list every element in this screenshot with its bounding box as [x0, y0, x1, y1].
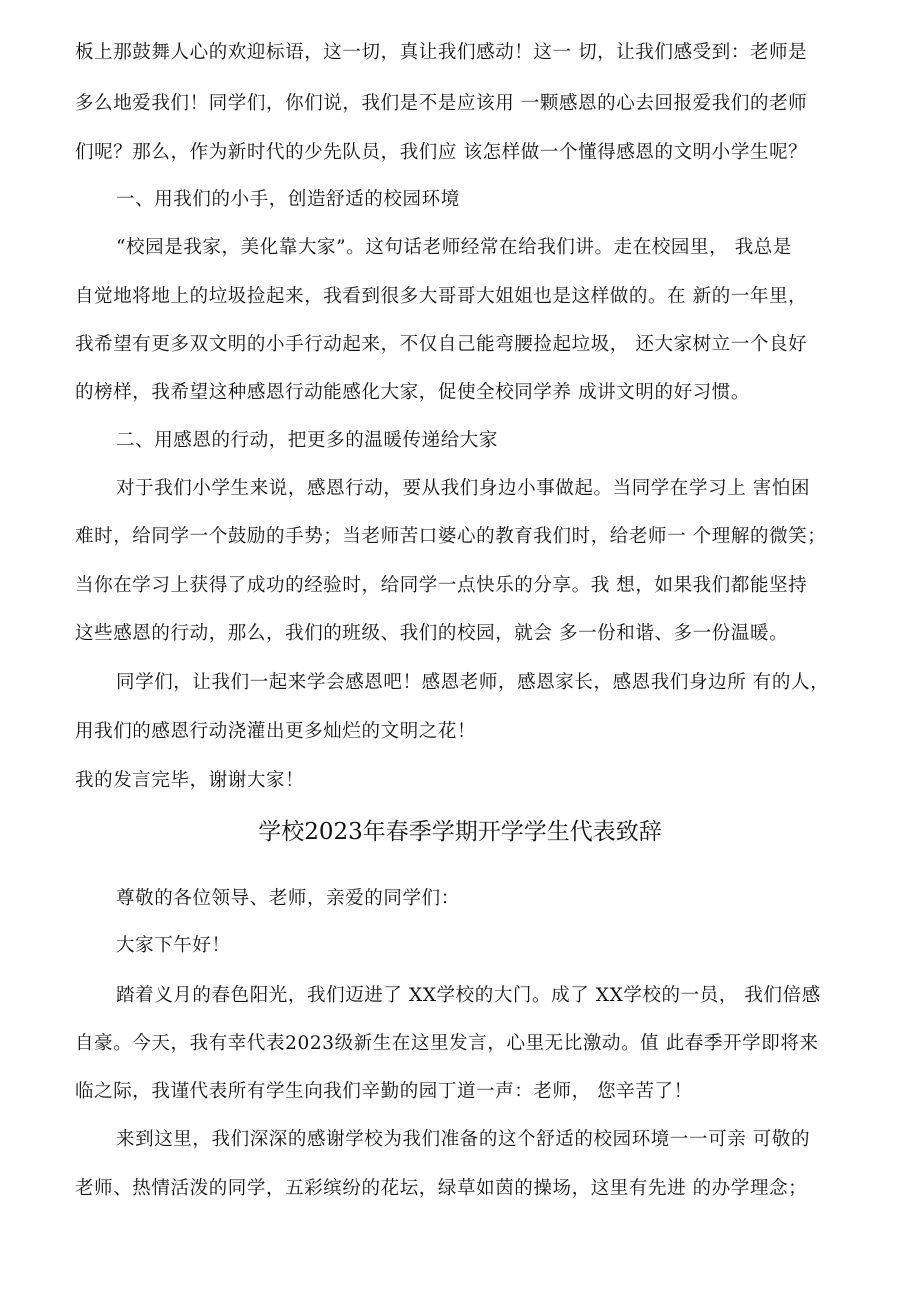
paragraph-line: 用我们的感恩行动浇灌出更多灿烂的文明之花！ — [75, 721, 477, 742]
paragraph-line: 临之际，我谨代表所有学生向我们辛勤的园丁道一声：老师， 您辛苦了！ — [75, 1081, 693, 1102]
paragraph-line: 对于我们小学生来说，感恩行动，要从我们身边小事做起。当同学在学习上 害怕困 — [116, 478, 811, 499]
salutation: 尊敬的各位领导、老师，亲爱的同学们： — [116, 888, 460, 909]
section-heading: 一、用我们的小手，创造舒适的校园环境 — [116, 189, 460, 210]
paragraph-line: 我的发言完毕，谢谢大家！ — [75, 770, 305, 791]
paragraph-line: 板上那鼓舞人心的欢迎标语，这一切，真让我们感动！这一 切，让我们感受到：老师是 — [75, 42, 808, 63]
paragraph-line: 自豪。今天，我有幸代表2023级新生在这里发言，心里无比激动。值 此春季开学即将来 — [75, 1033, 819, 1054]
paragraph-line: 老师、热情活泼的同学，五彩缤纷的花坛，绿草如茵的操场，这里有先进 的办学理念； — [75, 1178, 808, 1199]
paragraph-line: 当你在学习上获得了成功的经验时，给同学一点快乐的分享。我 想，如果我们都能坚持 — [75, 575, 808, 596]
paragraph-line: 来到这里，我们深深的感谢学校为我们准备的这个舒适的校园环境一一可亲 可敬的 — [116, 1129, 811, 1150]
greeting: 大家下午好！ — [116, 935, 231, 956]
paragraph-line: 自觉地将地上的垃圾捡起来，我看到很多大哥哥大姐姐也是这样做的。在 新的一年里， — [75, 286, 808, 307]
section-heading: 二、用感恩的行动，把更多的温暖传递给大家 — [116, 430, 499, 451]
paragraph-line: 难时，给同学一个鼓励的手势；当老师苦口婆心的教育我们时，给老师一 个理解的微笑； — [75, 526, 827, 547]
paragraph-line: 踏着义月的春色阳光，我们迈进了 XX学校的大门。成了 XX学校的一员， 我们倍感 — [116, 985, 821, 1006]
paragraph-line: 们呢？那么，作为新时代的少先队员，我们应 该怎样做一个懂得感恩的文明小学生呢？ — [75, 142, 808, 163]
paragraph-line: 多么地爱我们！同学们，你们说，我们是不是应该用 一颗感恩的心去回报爱我们的老师 — [75, 93, 808, 114]
paragraph-line: “校园是我家，美化靠大家”。这句话老师经常在给我们讲。走在校园里， 我总是 — [116, 237, 792, 258]
paragraph-line: 的榜样，我希望这种感恩行动能感化大家，促使全校同学养 成讲文明的好习惯。 — [75, 382, 750, 403]
paragraph-line: 同学们，让我们一起来学会感恩吧！感恩老师，感恩家长，感恩我们身边所 有的人， — [116, 672, 830, 693]
page-title: 学校2023年春季学期开学学生代表致辞 — [258, 819, 662, 845]
paragraph-line: 我希望有更多双文明的小手行动起来，不仅自己能弯腰捡起垃圾， 还大家树立一个良好 — [75, 334, 808, 355]
paragraph-line: 这些感恩的行动，那么，我们的班级、我们的校园，就会 多一份和谐、多一份温暖。 — [75, 623, 789, 644]
